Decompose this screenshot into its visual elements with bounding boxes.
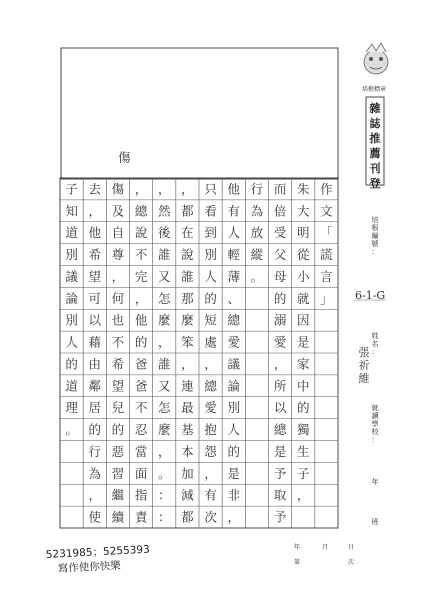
- essay-char: 處: [204, 334, 217, 350]
- essay-char: 言: [320, 268, 333, 284]
- school-label-char: ：: [371, 436, 379, 444]
- essay-char: 所: [273, 378, 287, 394]
- essay-char: 看: [204, 203, 217, 219]
- essay-char: 理: [65, 400, 78, 416]
- essay-char: ，: [111, 268, 125, 284]
- essay-char: 怎: [157, 290, 171, 306]
- essay-char: 續: [111, 509, 125, 525]
- essay-char: 說: [134, 225, 148, 241]
- essay-char: 受: [273, 225, 287, 241]
- essay-char: 繼: [111, 487, 125, 503]
- essay-char: 文: [320, 203, 333, 219]
- essay-char: 希: [88, 247, 102, 263]
- essay-char: 減: [181, 487, 194, 503]
- phone-number: 5231985；5255393: [45, 543, 151, 561]
- comment-box: [61, 48, 338, 179]
- essay-char: 行: [88, 443, 102, 459]
- essay-char: 的: [227, 443, 241, 459]
- essay-char: 予: [273, 509, 287, 525]
- essay-char: 放: [250, 225, 264, 241]
- essay-char: 麼: [181, 312, 194, 328]
- magazine-char: 誌: [369, 117, 381, 130]
- school-label-char: 讀: [371, 412, 379, 420]
- essay-char: 的: [204, 290, 217, 306]
- essay-char: 當: [134, 443, 148, 459]
- essay-char: ，: [273, 356, 287, 372]
- essay-char: 又: [157, 268, 171, 284]
- code-label-char: 編: [371, 232, 379, 240]
- essay-char: 家: [296, 356, 310, 372]
- essay-char: 都: [181, 203, 194, 219]
- essay-char: 誰: [157, 356, 171, 372]
- essay-char: 後: [157, 225, 171, 241]
- essay-char: 非: [227, 487, 241, 503]
- essay-char: 到: [204, 225, 217, 241]
- essay-char: 次: [204, 509, 217, 525]
- essay-char: 自: [111, 225, 125, 241]
- essay-char: 及: [111, 203, 125, 219]
- essay-char: 母: [273, 268, 287, 284]
- essay-char: 倍: [273, 203, 287, 219]
- student-name-char: 維: [358, 372, 370, 385]
- essay-char: 。: [250, 268, 264, 284]
- essay-char: 抱: [204, 422, 217, 438]
- essay-char: 的: [134, 334, 148, 350]
- essay-char: 不: [134, 400, 148, 416]
- essay-char: 為: [250, 203, 264, 219]
- essay-char: 為: [88, 465, 102, 481]
- code-label-char: ：: [371, 248, 379, 256]
- essay-char: 爸: [134, 378, 148, 394]
- essay-char: 說: [181, 247, 194, 263]
- essay-char: 子: [65, 181, 78, 197]
- student-name-char: 張: [358, 346, 370, 359]
- essay-char: 連: [181, 378, 194, 394]
- essay-char: 」: [320, 290, 333, 306]
- essay-char: 「: [320, 225, 333, 241]
- name-label-char: 名: [371, 340, 379, 348]
- essay-char: 麼: [157, 422, 171, 438]
- essay-column: [297, 181, 310, 502]
- essay-char: 小: [296, 268, 310, 284]
- essay-char: 中: [296, 378, 310, 394]
- essay-char: 惡: [111, 443, 125, 459]
- essay-char: 。: [65, 422, 78, 438]
- essay-char: 的: [88, 422, 102, 438]
- magazine-char: 推: [369, 132, 381, 145]
- essay-char: 別: [227, 400, 241, 416]
- school-label-char: 就: [371, 404, 379, 412]
- essay-char: 總: [134, 203, 148, 219]
- essay-char: 居: [88, 400, 102, 416]
- footer-ci-label: 次: [348, 559, 355, 566]
- essay-char: 怨: [204, 443, 217, 459]
- essay-char: 道: [65, 378, 78, 394]
- essay-char: 獨: [296, 422, 310, 438]
- footer-di-label: 第: [294, 559, 301, 566]
- essay-char: 縱: [250, 247, 264, 263]
- essay-char: 予: [273, 465, 287, 481]
- school-label-char: 學: [371, 420, 379, 428]
- essay-char: 麼: [157, 312, 171, 328]
- grade-label-char: 年: [371, 478, 379, 486]
- essay-char: 有: [227, 203, 241, 219]
- essay-char: 父: [273, 247, 287, 263]
- essay-char: 尊: [111, 247, 125, 263]
- student-name-char: 祈: [358, 359, 370, 372]
- essay-char: 別: [204, 247, 217, 263]
- name-label: [372, 331, 379, 356]
- essay-char: 別: [65, 312, 78, 328]
- essay-char: 人: [65, 334, 78, 350]
- essay-char: 愛: [227, 334, 241, 350]
- essay-char: 愛: [273, 334, 287, 350]
- essay-char: 總: [227, 312, 241, 328]
- essay-char: 希: [111, 356, 125, 372]
- magazine-char: 刊: [369, 162, 381, 175]
- essay-char: ，: [157, 443, 171, 459]
- essay-char: ，: [88, 487, 102, 503]
- essay-char: 論: [65, 290, 78, 306]
- essay-char: 知: [65, 203, 78, 219]
- magazine-char: 雜: [369, 102, 381, 115]
- essay-char: 不: [134, 247, 148, 263]
- essay-char: 而: [273, 181, 287, 197]
- essay-char: 的: [65, 356, 78, 372]
- footer-month-label: 月: [322, 544, 329, 551]
- essay-char: 不: [111, 334, 125, 350]
- essay-char: 議: [65, 268, 78, 284]
- essay-char: 。: [157, 465, 171, 481]
- essay-char: 薄: [227, 268, 241, 284]
- code-label-char: 根: [371, 224, 379, 232]
- essay-char: 只: [204, 181, 217, 197]
- essay-char: ，: [204, 465, 217, 481]
- essay-char: 本: [181, 443, 194, 459]
- essay-char: 論: [227, 378, 241, 394]
- essay-char: 以: [88, 312, 102, 328]
- essay-char: 明: [296, 225, 310, 241]
- essay-char: 的: [111, 422, 125, 438]
- essay-char: 人: [204, 268, 217, 284]
- essay-char: 藉: [88, 334, 102, 350]
- essay-char: 有: [204, 487, 217, 503]
- essay-char: 人: [227, 225, 241, 241]
- essay-column: [251, 181, 264, 284]
- essay-char: 誰: [157, 247, 171, 263]
- essay-char: ，: [204, 356, 217, 372]
- essay-char: 、: [227, 290, 241, 306]
- essay-char: 加: [181, 465, 194, 481]
- essay-char: 溺: [273, 312, 287, 328]
- school-label-char: 校: [371, 428, 379, 436]
- essay-char: 又: [157, 378, 171, 394]
- essay-char: ，: [181, 181, 194, 197]
- school-label: [372, 403, 380, 444]
- essay-char: ：: [157, 487, 171, 503]
- essay-char: 議: [227, 356, 241, 372]
- essay-char: 忍: [134, 422, 148, 438]
- essay-char: 短: [204, 312, 217, 328]
- magazine-char: 登: [369, 177, 381, 190]
- essay-char: ，: [157, 334, 171, 350]
- essay-char: 他: [134, 312, 148, 328]
- essay-char: 爸: [134, 356, 148, 372]
- essay-char: 輕: [227, 247, 241, 263]
- code-label-char: 培: [371, 216, 379, 224]
- class-label: [372, 517, 379, 526]
- essay-char: 望: [88, 268, 102, 284]
- essay-char: ，: [88, 203, 102, 219]
- essay-char: 最: [181, 400, 194, 416]
- essay-char: 由: [88, 356, 102, 372]
- magazine-label: [369, 101, 382, 190]
- essay-char: 他: [227, 181, 241, 197]
- essay-char: ，: [134, 290, 148, 306]
- essay-char: 就: [296, 290, 310, 306]
- essay-char: 指: [134, 487, 148, 503]
- essay-char: 都: [181, 509, 194, 525]
- essay-char: 別: [65, 247, 78, 263]
- essay-char: 道: [65, 225, 78, 241]
- essay-char: 責: [134, 509, 148, 525]
- essay-char: 因: [296, 312, 310, 328]
- class-label-char: 班: [371, 518, 379, 526]
- essay-char: 從: [296, 247, 310, 263]
- essay-char: 子: [296, 465, 310, 481]
- essay-char: 作: [320, 181, 333, 197]
- code-label: [372, 215, 379, 256]
- magazine-char: 薦: [369, 147, 381, 160]
- essay-char: ：: [157, 509, 171, 525]
- essay-char: 笨: [181, 334, 194, 350]
- essay-char: 是: [296, 334, 310, 350]
- essay-char: 使: [88, 509, 102, 525]
- essay-char: 然: [157, 203, 171, 219]
- grade-label: [372, 477, 379, 486]
- slogan: 寫作使你快樂: [57, 559, 122, 575]
- essay-char: 大: [296, 203, 310, 219]
- comment-box-text: 傷: [118, 150, 131, 165]
- code-value: 6-1-G: [355, 289, 386, 302]
- essay-char: 望: [111, 378, 125, 394]
- essay-char: 是: [273, 443, 287, 459]
- name-label-char: 姓: [371, 332, 379, 340]
- essay-char: 取: [273, 487, 287, 503]
- essay-char: 是: [227, 465, 241, 481]
- essay-char: 誰: [181, 268, 194, 284]
- essay-char: 的: [296, 400, 310, 416]
- footer-day-label: 日: [348, 544, 355, 551]
- essay-char: ，: [296, 487, 310, 503]
- seal-mascot-logo: [364, 43, 388, 74]
- essay-char: 兒: [111, 400, 125, 416]
- essay-char: ，: [181, 356, 194, 372]
- essay-char: 行: [250, 181, 264, 197]
- essay-char: 那: [181, 290, 194, 306]
- essay-char: 以: [273, 400, 287, 416]
- side-info: [359, 215, 380, 526]
- essay-char: 生: [296, 443, 310, 459]
- essay-char: 在: [181, 225, 194, 241]
- essay-char: 總: [204, 378, 217, 394]
- essay-char: 總: [273, 422, 287, 438]
- essay-char: 他: [88, 225, 102, 241]
- essay-char: 面: [134, 465, 148, 481]
- essay-char: ，: [227, 509, 241, 525]
- seal-label: 培根標章: [362, 86, 387, 93]
- code-label-char: 號: [371, 240, 379, 248]
- essay-char: 可: [88, 290, 102, 306]
- essay-char: 鄰: [88, 378, 102, 394]
- essay-char: ，: [134, 181, 148, 197]
- essay-char: 習: [111, 465, 125, 481]
- essay-char: 何: [111, 290, 125, 306]
- essay-char: 去: [88, 181, 102, 197]
- essay-char: 謊: [320, 247, 333, 263]
- essay-char: 愛: [204, 400, 217, 416]
- footer-year-label: 年: [294, 544, 301, 551]
- essay-char: 完: [134, 268, 148, 284]
- essay-char: 也: [111, 312, 125, 328]
- name-label-char: ：: [371, 348, 379, 356]
- essay-char: 的: [273, 290, 287, 306]
- essay-char: 傷: [111, 181, 125, 197]
- essay-char: 基: [181, 422, 194, 438]
- student-name: [359, 346, 370, 385]
- essay-char: 怎: [157, 400, 171, 416]
- essay-char: ，: [157, 181, 171, 197]
- essay-char: 人: [227, 422, 241, 438]
- essay-char: 朱: [296, 181, 310, 197]
